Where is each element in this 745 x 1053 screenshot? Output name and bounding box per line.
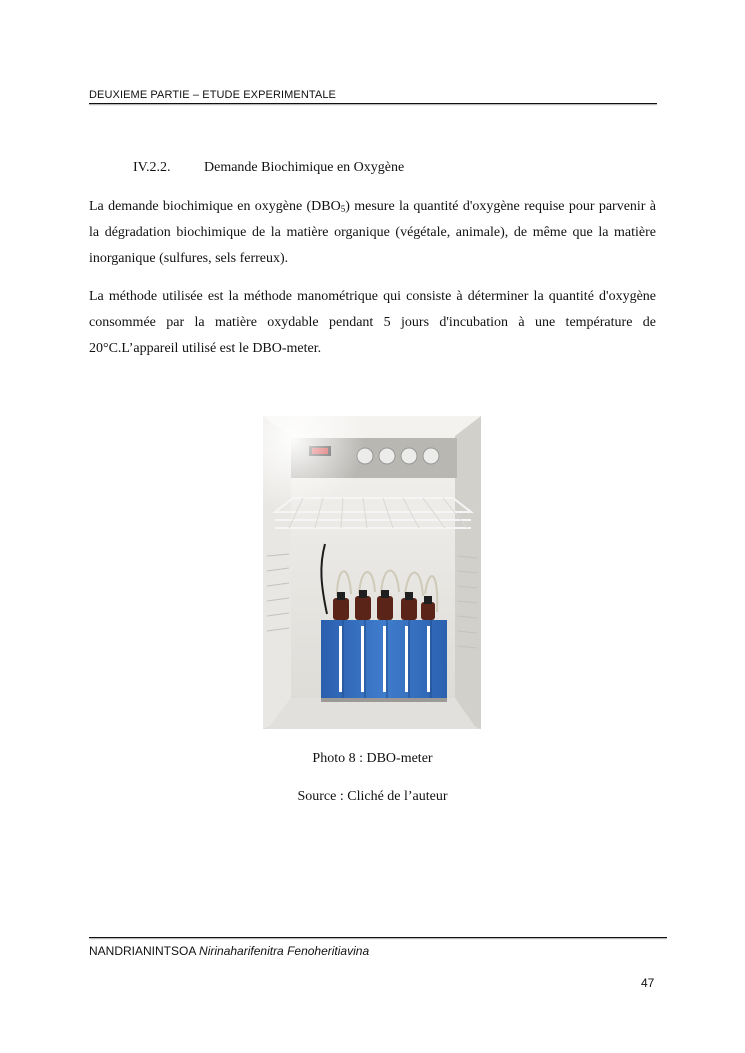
section-number: IV.2.2. <box>133 160 171 175</box>
author-surname: NANDRIANINTSOA <box>89 944 196 958</box>
running-header: DEUXIEME PARTIE – ETUDE EXPERIMENTALE <box>89 89 336 101</box>
page-number: 47 <box>641 976 655 990</box>
figure-caption: Photo 8 : DBO-meter <box>312 751 433 766</box>
footer-rule <box>89 937 667 938</box>
author-given-names: Nirinaharifenitra Fenoheritiavina <box>199 944 370 958</box>
section-title: Demande Biochimique en Oxygène <box>204 160 405 175</box>
footer-author <box>89 944 369 958</box>
paragraph-dbo-definition <box>89 194 656 272</box>
paragraph-method: La méthode utilisée est la méthode manométrique qui consiste à déterminer la quantité d'oxygène consommée par la matière oxydable pendant 5 jours d'incubation à une température de 20°C.L’appareil utilisé est le DBO-meter. <box>89 289 656 356</box>
section-heading <box>133 160 404 176</box>
paragraph-1-end: ) mesure la quantité d'oxygène requise pour parvenir à la dégradation biochimique de la matière organique (végétale, animale), de même que la matière inorganique (sulfures, sels ferreux). <box>89 199 656 266</box>
figure-source: Source : Cliché de l’auteur <box>297 789 448 804</box>
dbo-meter-photo <box>263 416 481 729</box>
header-rule <box>89 103 657 104</box>
paragraph-1-start: La demande biochimique en oxygène (DBO <box>89 199 341 214</box>
paragraph-1-subscript: 5 <box>340 204 346 214</box>
